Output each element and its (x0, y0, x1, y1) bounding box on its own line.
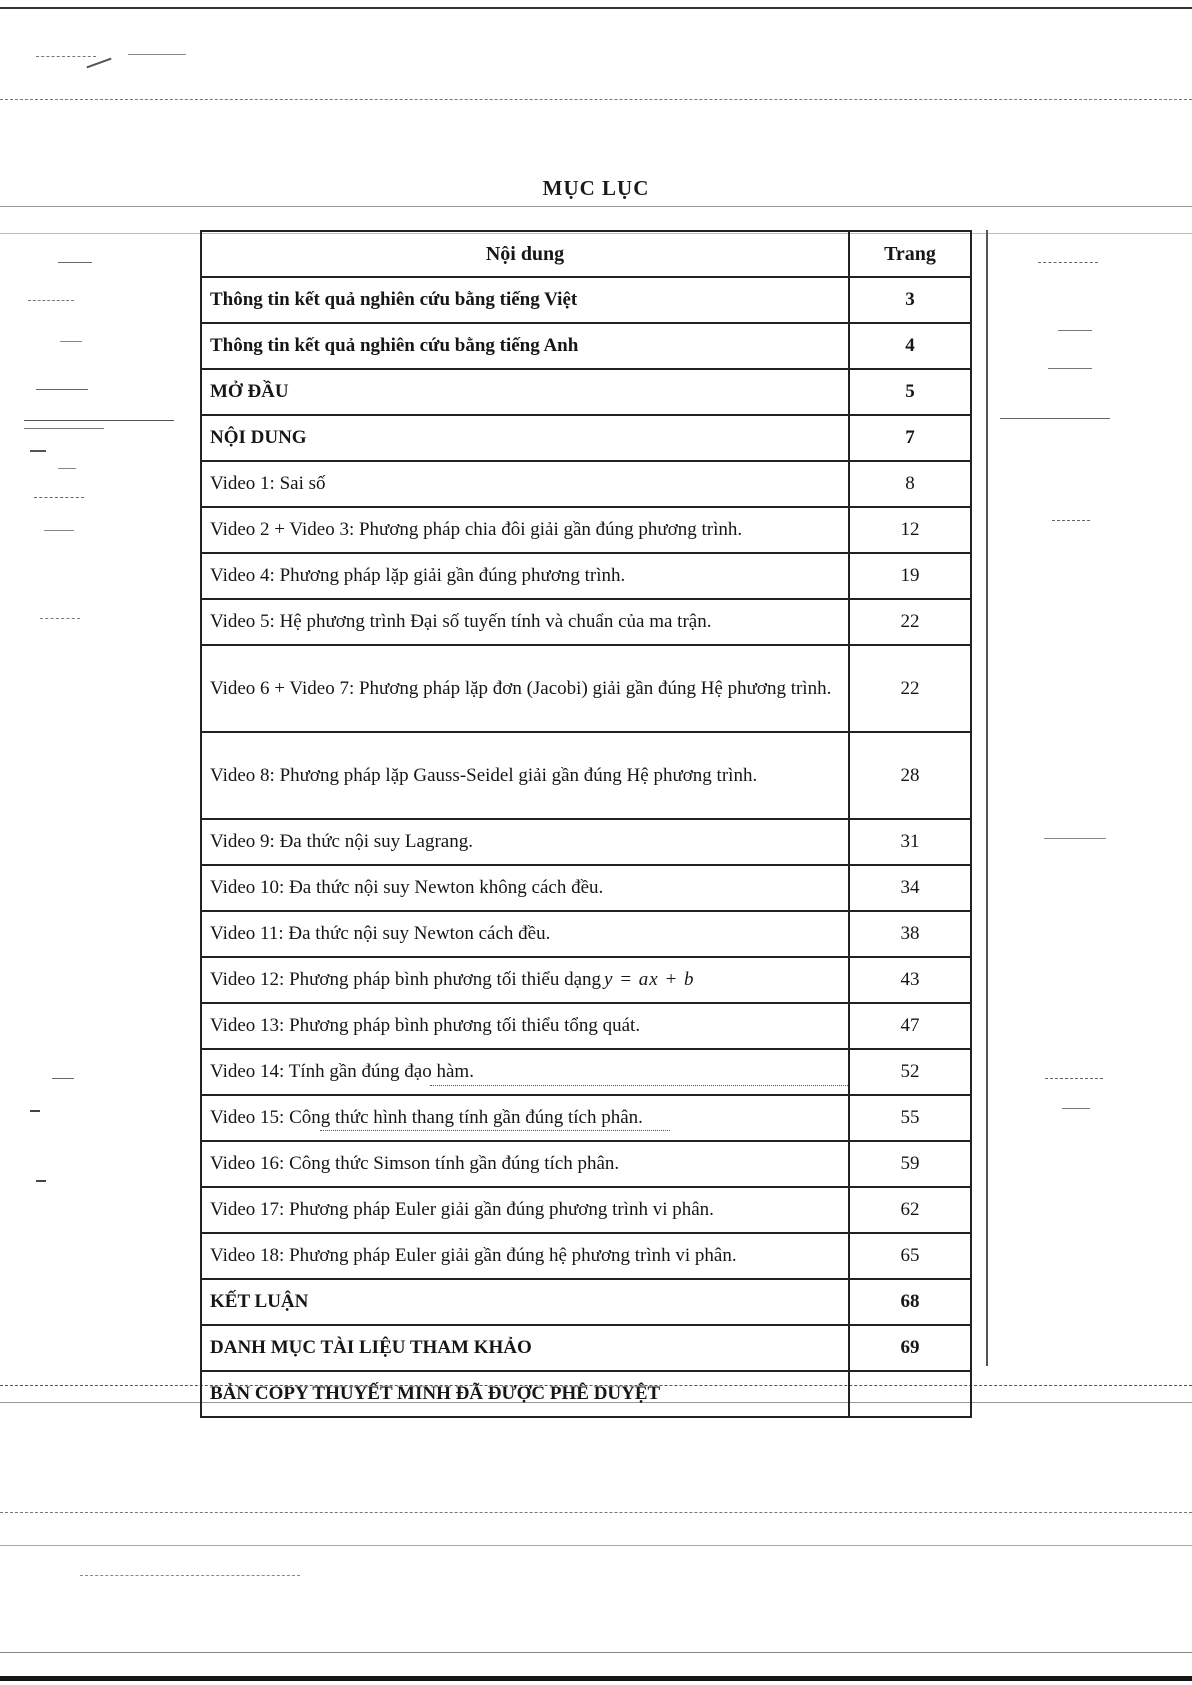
toc-row-label: Video 15: Công thức hình thang tính gần đúng tích phân. (201, 1095, 849, 1141)
toc-row (201, 323, 971, 369)
scan-artifact (58, 468, 76, 469)
scan-artifact (24, 420, 174, 421)
scan-artifact (1038, 262, 1098, 263)
scan-artifact (1058, 330, 1092, 331)
toc-row-page: 5 (849, 369, 971, 415)
toc-row-label: Thông tin kết quả nghiên cứu bằng tiếng Anh (201, 323, 849, 369)
math-expression: y = ax + b (604, 969, 695, 990)
toc-row-page: 8 (849, 461, 971, 507)
scan-artifact (1045, 1078, 1103, 1079)
scan-artifact (0, 7, 1192, 9)
toc-row (201, 553, 971, 599)
scan-artifact (0, 1512, 1192, 1513)
scan-artifact (986, 230, 988, 1366)
toc-row-label: Video 6 + Video 7: Phương pháp lặp đơn (Jacobi) giải gần đúng Hệ phương trình. (201, 645, 849, 732)
toc-row-label: Video 8: Phương pháp lặp Gauss-Seidel giải gần đúng Hệ phương trình. (201, 732, 849, 819)
scan-artifact (30, 450, 46, 452)
toc-row (201, 957, 971, 1003)
scan-artifact (1044, 838, 1106, 839)
toc-row-label: Video 5: Hệ phương trình Đại số tuyến tính và chuẩn của ma trận. (201, 599, 849, 645)
toc-row-page: 28 (849, 732, 971, 819)
scan-artifact (24, 428, 104, 429)
scan-artifact (36, 56, 96, 57)
scan-artifact (52, 1078, 74, 1079)
toc-row-page: 7 (849, 415, 971, 461)
scan-artifact (1062, 1108, 1090, 1109)
col-header-page: Trang (849, 231, 971, 277)
toc-row-page: 65 (849, 1233, 971, 1279)
toc-row-page: 52 (849, 1049, 971, 1095)
toc-row-page: 38 (849, 911, 971, 957)
scan-artifact (86, 58, 111, 69)
scan-artifact (1048, 368, 1092, 369)
toc-row-label: Video 14: Tính gần đúng đạo hàm. (201, 1049, 849, 1095)
scan-artifact (0, 1652, 1192, 1653)
toc-row-label: MỞ ĐẦU (201, 369, 849, 415)
toc-row-page: 19 (849, 553, 971, 599)
toc-row-page: 55 (849, 1095, 971, 1141)
col-header-content: Nội dung (201, 231, 849, 277)
toc-row (201, 507, 971, 553)
toc-row-label: KẾT LUẬN (201, 1279, 849, 1325)
toc-row (201, 865, 971, 911)
scan-artifact (40, 618, 80, 619)
page-title: MỤC LỤC (542, 176, 650, 200)
toc-row (201, 732, 971, 819)
toc-row-page: 68 (849, 1279, 971, 1325)
toc-row (201, 1003, 971, 1049)
toc-row-text: Video 12: Phương pháp bình phương tối thiểu dạng (210, 969, 602, 990)
toc-row-label: Video 1: Sai số (201, 461, 849, 507)
toc-row-page: 22 (849, 645, 971, 732)
scan-artifact (0, 1545, 1192, 1546)
toc-row-label (201, 957, 849, 1003)
scan-artifact (60, 341, 82, 342)
toc-row-page: 12 (849, 507, 971, 553)
toc-row (201, 1371, 971, 1417)
toc-row (201, 819, 971, 865)
toc-row-label: Video 4: Phương pháp lặp giải gần đúng phương trình. (201, 553, 849, 599)
toc-row-page: 47 (849, 1003, 971, 1049)
toc-row-label: Video 16: Công thức Simson tính gần đúng tích phân. (201, 1141, 849, 1187)
toc-row-label: NỘI DUNG (201, 415, 849, 461)
toc-row-label: Thông tin kết quả nghiên cứu bằng tiếng Việt (201, 277, 849, 323)
toc-row (201, 415, 971, 461)
scan-artifact (30, 1110, 40, 1112)
toc-row (201, 645, 971, 732)
scan-artifact (58, 262, 92, 263)
toc-row-label: DANH MỤC TÀI LIỆU THAM KHẢO (201, 1325, 849, 1371)
toc-row (201, 461, 971, 507)
toc-row (201, 1187, 971, 1233)
scan-artifact (44, 530, 74, 531)
toc-row-page: 31 (849, 819, 971, 865)
toc-row (201, 1095, 971, 1141)
toc-row-page: 59 (849, 1141, 971, 1187)
toc-row-label: Video 13: Phương pháp bình phương tối thiểu tổng quát. (201, 1003, 849, 1049)
toc-row-page (849, 1371, 971, 1417)
toc-row-page: 62 (849, 1187, 971, 1233)
toc-row-label: Video 11: Đa thức nội suy Newton cách đều. (201, 911, 849, 957)
scan-artifact (0, 1676, 1192, 1681)
toc-row-label: Video 18: Phương pháp Euler giải gần đúng hệ phương trình vi phân. (201, 1233, 849, 1279)
toc-row (201, 1325, 971, 1371)
toc-row-label: Video 9: Đa thức nội suy Lagrang. (201, 819, 849, 865)
scan-artifact (36, 1180, 46, 1182)
toc-row (201, 277, 971, 323)
scan-artifact (0, 206, 1192, 207)
toc-row (201, 599, 971, 645)
toc-row-label: Video 10: Đa thức nội suy Newton không cách đều. (201, 865, 849, 911)
toc-row (201, 1141, 971, 1187)
scan-artifact (128, 54, 186, 55)
scan-artifact (34, 497, 84, 498)
toc-row-page: 34 (849, 865, 971, 911)
toc-row (201, 1233, 971, 1279)
toc-row-label: Video 2 + Video 3: Phương pháp chia đôi giải gần đúng phương trình. (201, 507, 849, 553)
toc-row-page: 4 (849, 323, 971, 369)
scan-artifact (80, 1575, 300, 1576)
toc-row (201, 369, 971, 415)
toc-row-label: BẢN COPY THUYẾT MINH ĐÃ ĐƯỢC PHÊ DUYỆT (201, 1371, 849, 1417)
toc-table (200, 230, 972, 1418)
toc-row-page: 3 (849, 277, 971, 323)
toc-row (201, 1049, 971, 1095)
scan-artifact (36, 389, 88, 390)
toc-row (201, 1279, 971, 1325)
scan-artifact (1000, 418, 1110, 419)
toc-row-page: 22 (849, 599, 971, 645)
toc-row-page: 43 (849, 957, 971, 1003)
toc-row-page: 69 (849, 1325, 971, 1371)
scan-artifact (28, 300, 74, 301)
toc-header-row (201, 231, 971, 277)
scan-artifact (1052, 520, 1090, 521)
scan-artifact (0, 99, 1192, 100)
toc-row (201, 911, 971, 957)
toc-row-label: Video 17: Phương pháp Euler giải gần đúng phương trình vi phân. (201, 1187, 849, 1233)
